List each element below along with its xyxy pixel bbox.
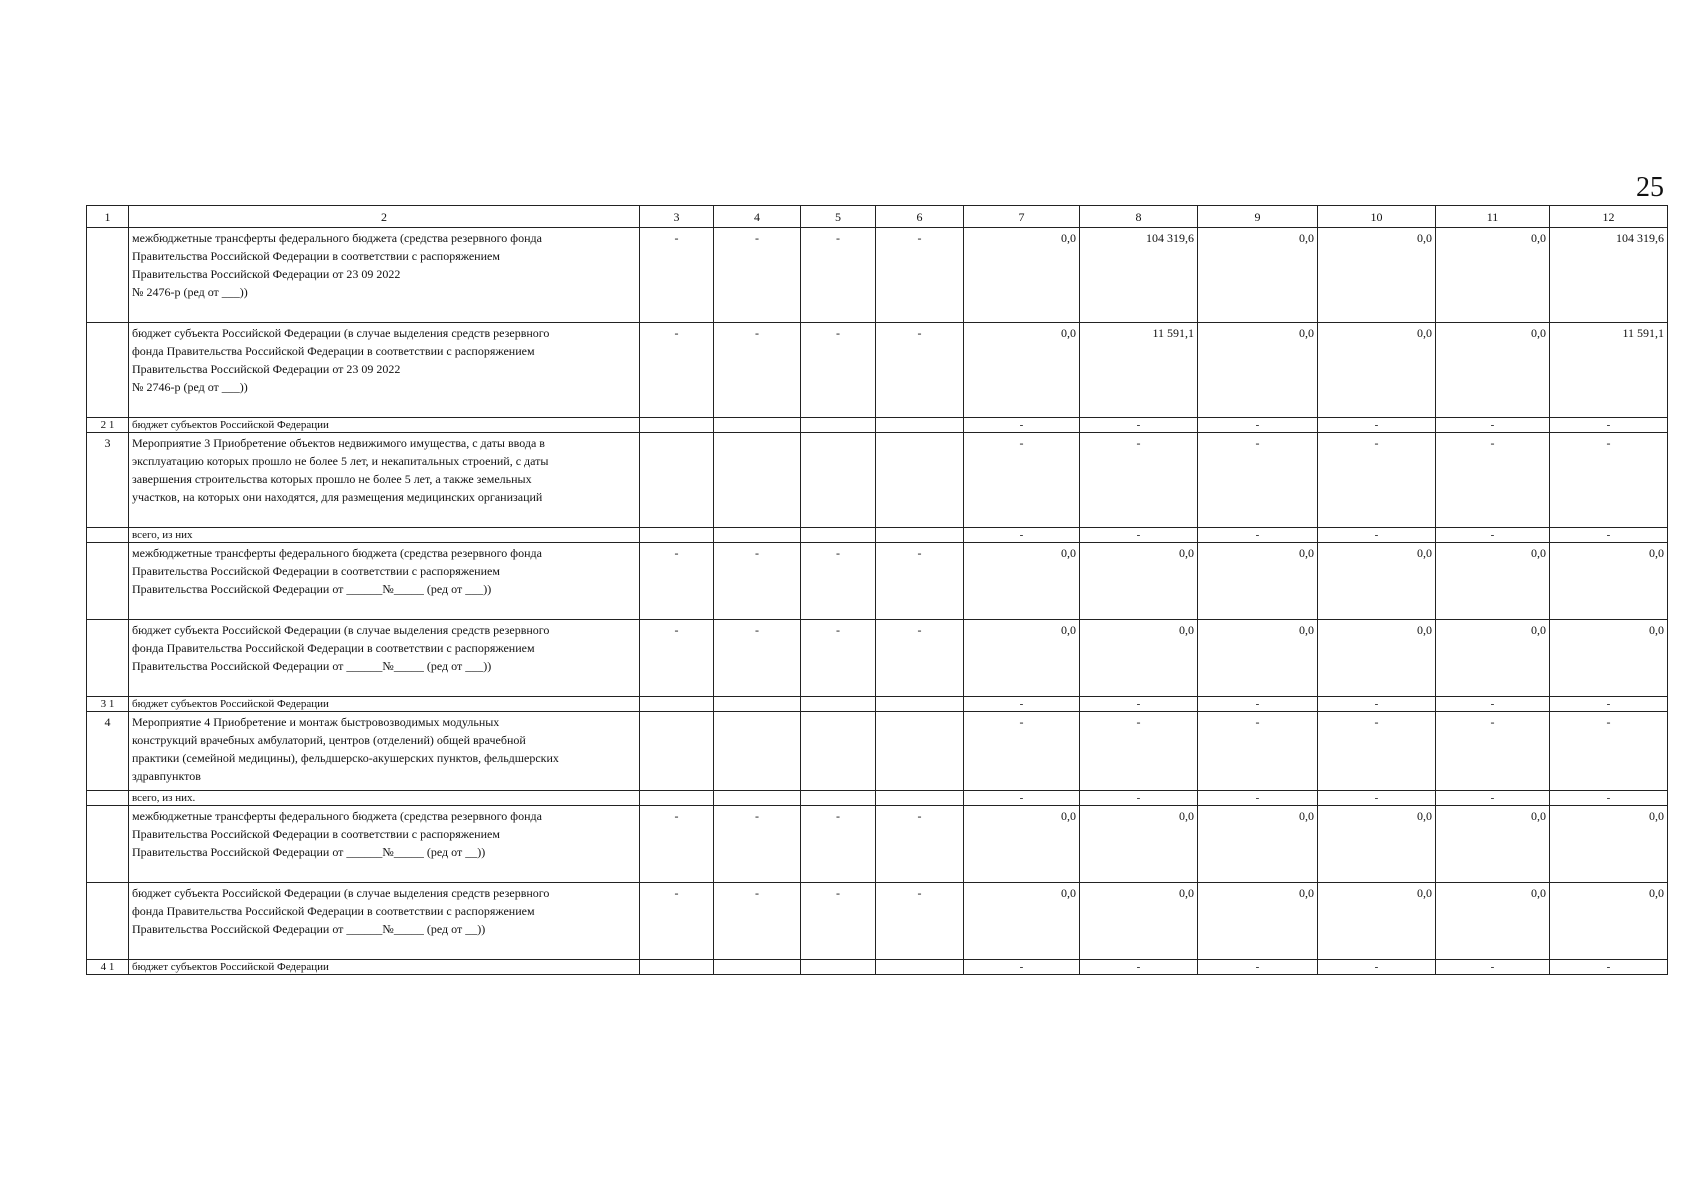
table-row (87, 806, 1668, 883)
table-row (87, 960, 1668, 975)
cell-col-12: - (1550, 433, 1668, 528)
cell-col-5: - (801, 543, 876, 620)
cell-col-10: - (1318, 697, 1436, 712)
cell-col-7: - (964, 528, 1080, 543)
row-index: 3 (87, 433, 129, 528)
cell-col-9: 0,0 (1198, 543, 1318, 620)
cell-col-5: - (801, 806, 876, 883)
cell-col-9: - (1198, 528, 1318, 543)
cell-col-11: - (1436, 528, 1550, 543)
row-description: Мероприятие 4 Приобретение и монтаж быстровозводимых модульных конструкций врачебных амбулаторий, центров (отделений) общей врачебной практики (семейной медицины), фельдшерско-акушерских пунктов, фельдшерских здравпунктов (129, 712, 640, 791)
cell-col-3 (640, 418, 714, 433)
table-row (87, 543, 1668, 620)
cell-col-8: 11 591,1 (1080, 323, 1198, 418)
cell-col-10: - (1318, 433, 1436, 528)
row-index (87, 791, 129, 806)
cell-col-3 (640, 697, 714, 712)
cell-col-4 (714, 791, 801, 806)
cell-col-8: - (1080, 712, 1198, 791)
cell-col-8: 0,0 (1080, 806, 1198, 883)
row-index (87, 620, 129, 697)
cell-col-3: - (640, 543, 714, 620)
column-header: 11 (1436, 206, 1550, 228)
cell-col-12: - (1550, 791, 1668, 806)
cell-col-10: - (1318, 528, 1436, 543)
cell-col-4: - (714, 883, 801, 960)
cell-col-10: - (1318, 712, 1436, 791)
cell-col-11: - (1436, 697, 1550, 712)
row-index: 4 (87, 712, 129, 791)
row-description: бюджет субъектов Российской Федерации (129, 960, 640, 975)
cell-col-11: 0,0 (1436, 883, 1550, 960)
cell-col-5 (801, 960, 876, 975)
row-description: межбюджетные трансферты федерального бюджета (средства резервного фонда Правительства Российской Федерации в соответствии с распоряжением Правительства Российской Федерации от ______№_____ (ред от __)) (129, 806, 640, 883)
cell-col-5 (801, 697, 876, 712)
cell-col-4: - (714, 620, 801, 697)
column-header: 8 (1080, 206, 1198, 228)
row-index (87, 528, 129, 543)
cell-col-8: 104 319,6 (1080, 228, 1198, 323)
column-header: 12 (1550, 206, 1668, 228)
row-description: бюджет субъекта Российской Федерации (в случае выделения средств резервного фонда Правительства Российской Федерации в соответствии с распоряжением Правительства Российской Федерации от ______№_____ (ред от ___)) (129, 620, 640, 697)
cell-col-4: - (714, 806, 801, 883)
cell-col-8: - (1080, 960, 1198, 975)
cell-col-3 (640, 528, 714, 543)
cell-col-10: - (1318, 960, 1436, 975)
cell-col-7: 0,0 (964, 543, 1080, 620)
cell-col-7: - (964, 960, 1080, 975)
cell-col-6 (876, 418, 964, 433)
cell-col-11: - (1436, 433, 1550, 528)
cell-col-11: - (1436, 712, 1550, 791)
cell-col-12: 0,0 (1550, 543, 1668, 620)
row-description: всего, из них. (129, 791, 640, 806)
cell-col-10: 0,0 (1318, 543, 1436, 620)
row-description: Мероприятие 3 Приобретение объектов недвижимого имущества, с даты ввода в эксплуатацию которых прошло не более 5 лет, и некапитальных строений, с даты завершения строительства которых прошло не более 5 лет, а также земельных участков, на которых они находятся, для размещения медицинских организаций (129, 433, 640, 528)
cell-col-11: 0,0 (1436, 543, 1550, 620)
cell-col-5: - (801, 323, 876, 418)
header-row (87, 206, 1668, 228)
row-description: бюджет субъектов Российской Федерации (129, 697, 640, 712)
cell-col-3 (640, 960, 714, 975)
cell-col-9: 0,0 (1198, 228, 1318, 323)
row-index: 4 1 (87, 960, 129, 975)
cell-col-7: - (964, 791, 1080, 806)
cell-col-7: 0,0 (964, 806, 1080, 883)
cell-col-11: - (1436, 418, 1550, 433)
cell-col-5 (801, 528, 876, 543)
cell-col-9: - (1198, 433, 1318, 528)
cell-col-6 (876, 791, 964, 806)
cell-col-12: 11 591,1 (1550, 323, 1668, 418)
row-index (87, 806, 129, 883)
cell-col-11: - (1436, 791, 1550, 806)
cell-col-7: 0,0 (964, 323, 1080, 418)
cell-col-8: - (1080, 433, 1198, 528)
column-header: 5 (801, 206, 876, 228)
cell-col-10: 0,0 (1318, 323, 1436, 418)
row-index (87, 883, 129, 960)
cell-col-10: 0,0 (1318, 228, 1436, 323)
cell-col-10: 0,0 (1318, 883, 1436, 960)
cell-col-9: 0,0 (1198, 883, 1318, 960)
row-index: 2 1 (87, 418, 129, 433)
table-row (87, 433, 1668, 528)
column-header: 4 (714, 206, 801, 228)
cell-col-12: 0,0 (1550, 806, 1668, 883)
cell-col-7: 0,0 (964, 228, 1080, 323)
cell-col-4: - (714, 228, 801, 323)
cell-col-12: - (1550, 528, 1668, 543)
table-row (87, 323, 1668, 418)
cell-col-6: - (876, 883, 964, 960)
cell-col-3: - (640, 228, 714, 323)
cell-col-12: 0,0 (1550, 883, 1668, 960)
cell-col-3 (640, 712, 714, 791)
cell-col-6: - (876, 323, 964, 418)
cell-col-4 (714, 697, 801, 712)
cell-col-10: 0,0 (1318, 806, 1436, 883)
table-row (87, 883, 1668, 960)
cell-col-12: 0,0 (1550, 620, 1668, 697)
row-description: межбюджетные трансферты федерального бюджета (средства резервного фонда Правительства Российской Федерации в соответствии с распоряжением Правительства Российской Федерации от 23 09 2022 № 2476-р (ред от ___)) (129, 228, 640, 323)
table-row (87, 712, 1668, 791)
row-index: 3 1 (87, 697, 129, 712)
cell-col-3 (640, 791, 714, 806)
row-index (87, 228, 129, 323)
cell-col-5 (801, 712, 876, 791)
cell-col-10: 0,0 (1318, 620, 1436, 697)
cell-col-6: - (876, 806, 964, 883)
cell-col-11: - (1436, 960, 1550, 975)
cell-col-11: 0,0 (1436, 228, 1550, 323)
cell-col-6 (876, 697, 964, 712)
cell-col-3: - (640, 620, 714, 697)
cell-col-7: - (964, 712, 1080, 791)
cell-col-8: 0,0 (1080, 620, 1198, 697)
cell-col-9: - (1198, 418, 1318, 433)
column-header: 6 (876, 206, 964, 228)
row-index (87, 543, 129, 620)
cell-col-12: - (1550, 697, 1668, 712)
cell-col-4: - (714, 543, 801, 620)
cell-col-11: 0,0 (1436, 323, 1550, 418)
cell-col-8: 0,0 (1080, 883, 1198, 960)
cell-col-4 (714, 528, 801, 543)
cell-col-6 (876, 960, 964, 975)
row-index (87, 323, 129, 418)
cell-col-7: - (964, 697, 1080, 712)
cell-col-6: - (876, 228, 964, 323)
cell-col-12: - (1550, 418, 1668, 433)
cell-col-7: 0,0 (964, 883, 1080, 960)
cell-col-10: - (1318, 418, 1436, 433)
table-row (87, 228, 1668, 323)
cell-col-6 (876, 712, 964, 791)
table-row (87, 528, 1668, 543)
page-number: 25 (1636, 172, 1664, 203)
cell-col-6 (876, 433, 964, 528)
cell-col-7: - (964, 418, 1080, 433)
cell-col-3 (640, 433, 714, 528)
cell-col-4 (714, 433, 801, 528)
cell-col-11: 0,0 (1436, 620, 1550, 697)
cell-col-5 (801, 791, 876, 806)
cell-col-5: - (801, 883, 876, 960)
cell-col-7: 0,0 (964, 620, 1080, 697)
cell-col-9: 0,0 (1198, 323, 1318, 418)
cell-col-4 (714, 418, 801, 433)
cell-col-6: - (876, 543, 964, 620)
cell-col-9: 0,0 (1198, 620, 1318, 697)
cell-col-9: - (1198, 697, 1318, 712)
budget-table (86, 205, 1668, 975)
row-description: бюджет субъекта Российской Федерации (в случае выделения средств резервного фонда Правительства Российской Федерации в соответствии с распоряжением Правительства Российской Федерации от ______№_____ (ред от __)) (129, 883, 640, 960)
cell-col-12: - (1550, 712, 1668, 791)
table-row (87, 791, 1668, 806)
cell-col-4: - (714, 323, 801, 418)
cell-col-8: - (1080, 418, 1198, 433)
cell-col-4 (714, 960, 801, 975)
cell-col-5: - (801, 620, 876, 697)
cell-col-3: - (640, 323, 714, 418)
column-header: 3 (640, 206, 714, 228)
cell-col-12: 104 319,6 (1550, 228, 1668, 323)
cell-col-8: 0,0 (1080, 543, 1198, 620)
cell-col-9: 0,0 (1198, 806, 1318, 883)
table-row (87, 418, 1668, 433)
table-row (87, 620, 1668, 697)
column-header: 7 (964, 206, 1080, 228)
cell-col-8: - (1080, 697, 1198, 712)
column-header: 2 (129, 206, 640, 228)
row-description: межбюджетные трансферты федерального бюджета (средства резервного фонда Правительства Российской Федерации в соответствии с распоряжением Правительства Российской Федерации от ______№_____ (ред от ___)) (129, 543, 640, 620)
cell-col-5: - (801, 228, 876, 323)
cell-col-6 (876, 528, 964, 543)
row-description: всего, из них (129, 528, 640, 543)
cell-col-9: - (1198, 791, 1318, 806)
cell-col-4 (714, 712, 801, 791)
cell-col-5 (801, 433, 876, 528)
table-row (87, 697, 1668, 712)
cell-col-6: - (876, 620, 964, 697)
cell-col-10: - (1318, 791, 1436, 806)
row-description: бюджет субъектов Российской Федерации (129, 418, 640, 433)
cell-col-8: - (1080, 791, 1198, 806)
row-description: бюджет субъекта Российской Федерации (в случае выделения средств резервного фонда Правительства Российской Федерации в соответствии с распоряжением Правительства Российской Федерации от 23 09 2022 № 2746-р (ред от ___)) (129, 323, 640, 418)
cell-col-5 (801, 418, 876, 433)
column-header: 10 (1318, 206, 1436, 228)
cell-col-12: - (1550, 960, 1668, 975)
cell-col-3: - (640, 806, 714, 883)
cell-col-3: - (640, 883, 714, 960)
cell-col-9: - (1198, 960, 1318, 975)
cell-col-8: - (1080, 528, 1198, 543)
column-header: 9 (1198, 206, 1318, 228)
column-header: 1 (87, 206, 129, 228)
cell-col-9: - (1198, 712, 1318, 791)
cell-col-11: 0,0 (1436, 806, 1550, 883)
cell-col-7: - (964, 433, 1080, 528)
